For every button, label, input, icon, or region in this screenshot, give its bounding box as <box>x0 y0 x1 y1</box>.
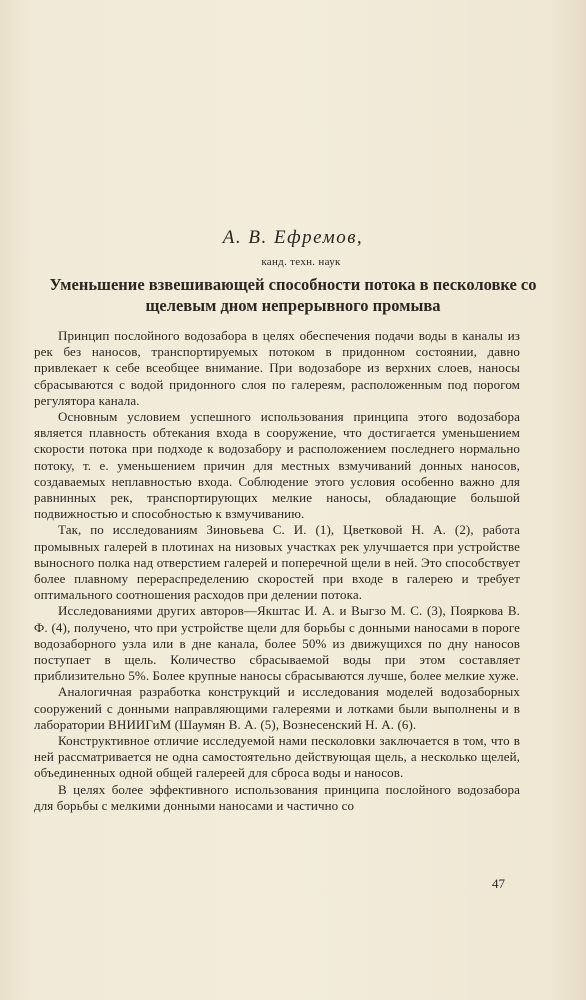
paragraph: Основным условием успешного использования принципа этого водозабора является плавность обтекания входа в сооружение, что достигается уменьшением скорости потока при подходе к водозабору и расположением последнего нормально потоку, т. е. уменьшением причин для местных взмучиваний донных наносов, создаваемых неплавностью входа. Соблюдение этого условия особенно важно для равнинных рек, транспортирующих мелкие наносы, обладающие большой подвижностью и способностью к взмучиванию. <box>34 409 520 522</box>
paragraph: Конструктивное отличие исследуемой нами песколовки заключается в том, что в ней рассматривается не одна самостоятельно действующая щель, а несколько щелей, объединенных одной общей галереей для сброса воды и наносов. <box>34 733 520 781</box>
page-number: 47 <box>492 876 505 891</box>
paragraph: Аналогичная разработка конструкций и исследования моделей водозаборных сооружений с донными направляющими галереями и лотками были выполнены и в лаборатории ВНИИГиМ (Шаумян В. А. (5), Вознесенский Н. А. (6). <box>34 684 520 732</box>
author-degree: канд. техн. наук <box>261 256 341 268</box>
author-name: А. В. Ефремов, <box>222 227 364 248</box>
article-body <box>34 328 520 814</box>
paragraph: Исследованиями других авторов—Якштас И. А. и Выгзо М. С. (3), Пояркова В. Ф. (4), получено, что при устройстве щели для борьбы с донными наносами в пороге водозаборного узла или в дне канала, более 50% из движущихся по дну наносов поступает в щель. Количество сбрасываемой воды при этом составляет приблизительно 5%. Более крупные наносы сбрасываются лучше, более мелкие хуже. <box>34 603 520 684</box>
article-title: Уменьшение взвешивающей способности потока в песколовке со щелевым дном непрерывного промыва <box>49 275 537 315</box>
paragraph: В целях более эффективного использования принципа послойного водозабора для борьбы с мелкими донными наносами и частично со <box>34 781 520 813</box>
paragraph: Принцип послойного водозабора в целях обеспечения подачи воды в каналы из рек без наносов, транспортируемых потоком в придонном состоянии, давно привлекает к себе всеобщее внимание. При водозаборе из верхних слоев, наносы сбрасываются с водой придонного слоя по галереям, расположенным под порогом регулятора канала. <box>34 328 520 408</box>
paragraph: Так, по исследованиям Зиновьева С. И. (1), Цветковой Н. А. (2), работа промывных галерей в плотинах на низовых участках рек улучшается при устройстве выносного полка над отверстием галерей и поперечной щели в ней. Это способствует более плавному перераспределению скоростей при входе в галерею и требует оптимального соотношения расходов при делении потока. <box>34 522 520 603</box>
